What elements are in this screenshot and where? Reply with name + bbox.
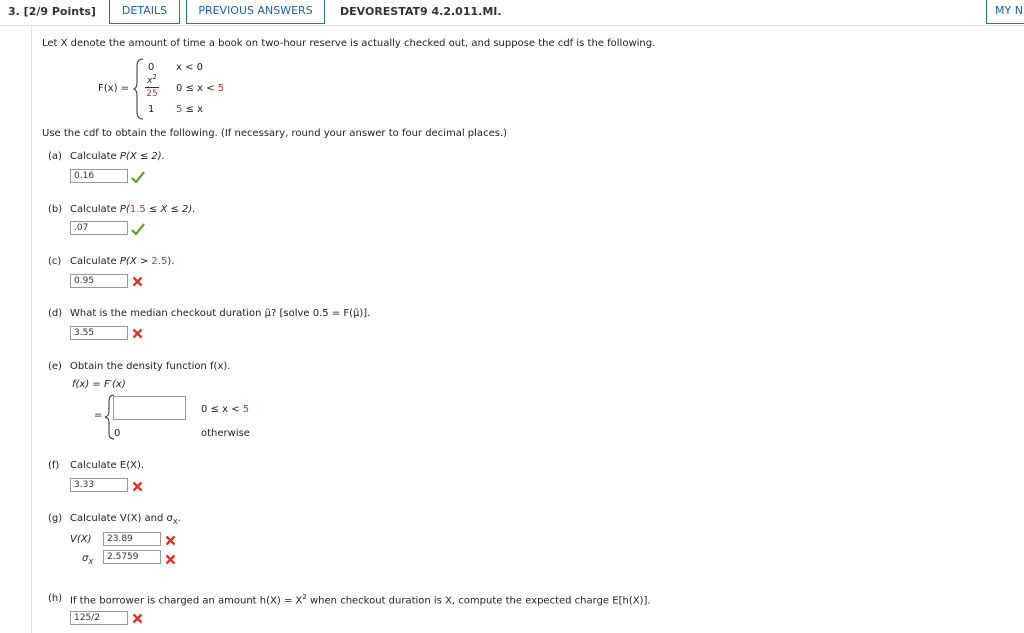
incorrect-x-icon <box>132 613 143 624</box>
part-f-label: (f) <box>48 460 60 471</box>
part-c-label: (c) <box>48 256 62 267</box>
part-g-variance-input[interactable] <box>103 532 161 546</box>
part-e-label: (e) <box>48 361 62 372</box>
details-button[interactable]: DETAILS <box>109 0 180 24</box>
cdf-piece2-condition: 0 ≤ x < 5 <box>176 83 225 94</box>
part-g-sigma-input[interactable] <box>103 550 161 564</box>
part-e-derivative: f(x) = F′(x) <box>72 379 126 390</box>
part-b-label: (b) <box>48 204 63 215</box>
correct-check-icon <box>131 223 145 235</box>
part-e-condition: 0 ≤ x < 5 <box>201 404 250 415</box>
part-d-label: (d) <box>48 308 63 319</box>
fraction-numerator: x <box>147 76 153 86</box>
part-h-label: (h) <box>48 593 63 604</box>
incorrect-x-icon <box>132 481 143 492</box>
part-f-text: Calculate E(X). <box>70 460 145 471</box>
cdf-piece1-condition: x < 0 <box>176 62 204 73</box>
previous-answers-button[interactable]: PREVIOUS ANSWERS <box>186 0 325 24</box>
part-c-text: Calculate P(X > 2.5). <box>70 256 175 267</box>
incorrect-x-icon <box>132 328 143 339</box>
question-source: DEVORESTAT9 4.2.011.MI. <box>340 5 502 18</box>
part-d-answer-input[interactable] <box>70 326 128 340</box>
incorrect-x-icon <box>165 535 176 546</box>
instructions: Use the cdf to obtain the following. (If necessary, round your answer to four decimal places.) <box>42 128 508 139</box>
cdf-piece1-value: 0 <box>148 62 155 73</box>
left-divider <box>31 26 32 633</box>
part-f-answer-input[interactable] <box>70 478 128 492</box>
part-e-otherwise-label: otherwise <box>201 428 250 439</box>
part-g-variance-label: V(X) <box>70 534 92 545</box>
cdf-piece3-value: 1 <box>148 104 155 115</box>
part-h-answer-input[interactable] <box>70 611 128 625</box>
incorrect-x-icon <box>165 554 176 565</box>
part-g-sigma-label: $\sigma_X$ <box>82 553 94 566</box>
cdf-piece2-fraction <box>142 73 162 103</box>
part-a-label: (a) <box>48 151 62 162</box>
cdf-lhs: F(x) = <box>98 83 130 94</box>
correct-check-icon <box>131 171 145 183</box>
fraction-exponent: 2 <box>152 73 157 81</box>
part-h-text: If the borrower is charged an amount $h(X) = X^2$ when checkout duration is X, compute the expected charge E[h(X)]. <box>70 593 651 607</box>
my-notes-button[interactable]: MY N <box>986 0 1024 24</box>
part-b-answer-input[interactable] <box>70 221 128 235</box>
part-b-text: Calculate P(1.5 ≤ X ≤ 2). <box>70 204 196 215</box>
part-g-label: (g) <box>48 513 63 524</box>
part-e-density-input[interactable] <box>113 396 186 420</box>
question-number: 3. [2/9 Points] <box>8 5 96 18</box>
cdf-piece3-condition: 5 ≤ x <box>176 104 204 115</box>
fraction-denominator: 25 <box>146 89 158 99</box>
part-e-equals: = <box>94 410 103 421</box>
part-e-text: Obtain the density function f(x). <box>70 361 231 372</box>
part-d-text: What is the median checkout duration μ̃? [solve 0.5 = F(μ̃)]. <box>70 308 371 319</box>
part-c-answer-input[interactable] <box>70 274 128 288</box>
incorrect-x-icon <box>132 276 143 287</box>
question-header <box>0 0 1024 26</box>
problem-intro: Let X denote the amount of time a book on two-hour reserve is actually checked out, and suppose the cdf is the following. <box>42 38 656 49</box>
part-e-otherwise-value: 0 <box>114 428 121 439</box>
part-a-answer-input[interactable] <box>70 169 128 183</box>
part-g-text: Calculate V(X) and $\sigma_X$. <box>70 513 181 526</box>
part-a-text: Calculate P(X ≤ 2). <box>70 151 165 162</box>
